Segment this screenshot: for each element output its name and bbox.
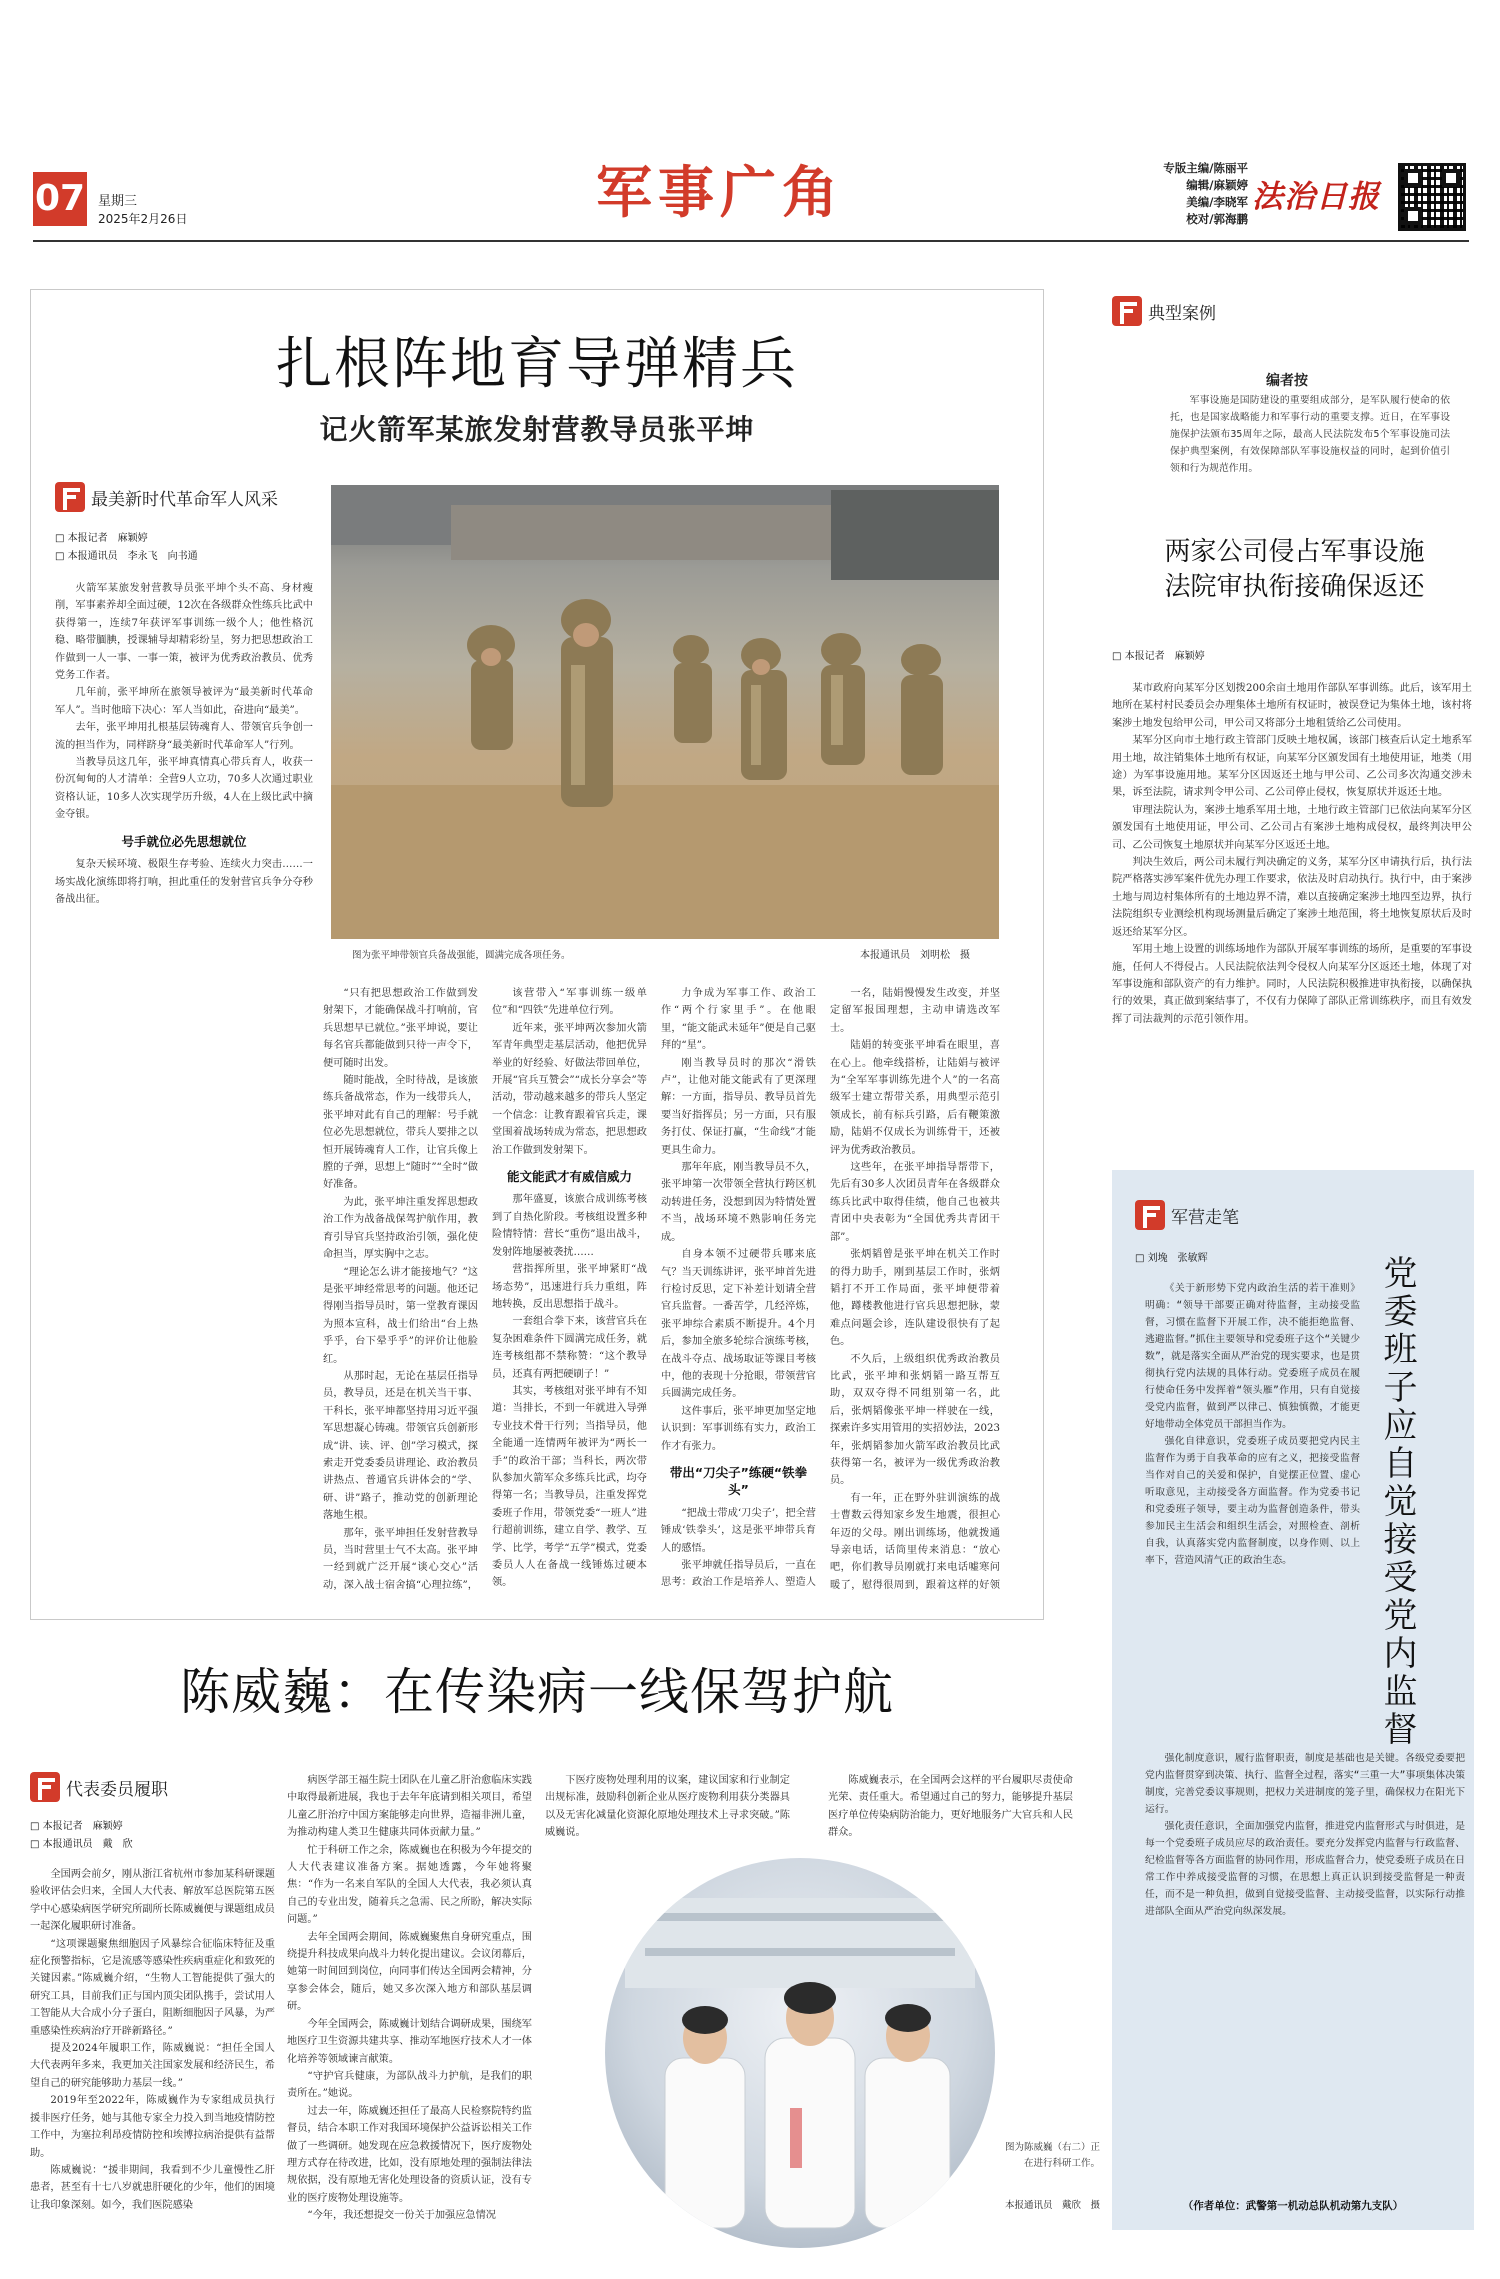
editor-note-title: 编者按 [1266, 373, 1308, 389]
paragraph: 下医疗废物处理利用的议案，建议国家和行业制定出规标准，鼓励科创新企业从医疗废物利用获分类器具以及无害化减量化资源化原地处理技术上寻求突破。”陈威巍说。 [545, 1775, 790, 1839]
lead-column-5 [661, 985, 816, 1590]
lead-column-4 [492, 985, 647, 1590]
paragraph: 陈威巍表示，在全国两会这样的平台履职尽责使命光荣、责任重大。希望通过自己的努力，能够提升基层医疗单位传染病防治能力，更好地服务广大官兵和人民群众。 [828, 1775, 1073, 1839]
essay-author-unit: （作者单位：武警第一机动总队机动第九支队） [1182, 2200, 1404, 2212]
subheading: 能文能武才有威信威力 [506, 1169, 632, 1185]
paragraph: 全国两会前夕，刚从浙江省杭州市参加某科研课题验收评估会归来，全国人大代表、解放军总医院第五医学中心感染病医学研究所副所长陈威巍便与课题组成员一起深化履职研讨准备。 [30, 1869, 275, 1933]
header-rule [33, 240, 1469, 242]
case-body [1112, 680, 1472, 1230]
case-headline-1: 两家公司侵占军事设施 [1164, 537, 1425, 567]
paragraph: 几年前，张平坤所在旅领导被评为“最美新时代革命军人”。当时他暗下决心：军人当如此，奋进向“最美”。 [55, 687, 313, 716]
editor-note: 军事设施是国防建设的重要组成部分，是军队履行使命的依托，也是国家战略能力和军事行动的重要支撑。近日，在军事设施保护法颁布35周年之际，最高人民法院发布5个军事设施司法保护典型案例，有效保障部队军事设施权益的同时，起到价值引领和行为规范作用。 [1170, 395, 1450, 474]
paragraph: 陆娟的转变张平坤看在眼里，喜在心上。他牵线搭桥，让陆娟与被评为“全军军事训练先进个人”的一名高级军士建立帮带关系，用典型示范引领成长，前有标兵引路，后有鞭策激励，陆娟不仅成长为训练骨干，还被评为优秀政治教员。 [830, 1040, 1000, 1156]
lead-photo-credit: 本报通讯员 刘明松 摄 [860, 950, 970, 961]
lead-byline [55, 530, 198, 566]
editor-list [1138, 160, 1248, 228]
case-byline: □ 本报记者 麻颖婷 [1112, 651, 1205, 662]
newspaper-logo: 法治日报 [1252, 179, 1380, 215]
paragraph: 随时能战，全时待战，是该旅练兵备战常态，作为一线带兵人，张平坤对此有自己的理解：号手就位必先思想就位，带兵人要排之以恒开展铸魂育人工作，让官兵像上膛的子弹，思想上“随时”“全时”做好准备。 [323, 1075, 478, 1191]
section-title: 军事广角 [596, 161, 844, 226]
lab-researchers-image [605, 1858, 995, 2248]
paragraph: 过去一年，陈威巍还担任了最高人民检察院特约监督员，结合本职工作对我国环境保护公益诉讼相关工作做了一些调研。她发现在应急救援情况下，医疗废物处理方式存在待改进，比如，没有原地处理的强制法律法规依据，没有原地无害化处理设备的资质认证，没有专业的医疗废物处理设施等。 [287, 2105, 532, 2204]
case-headline-2: 法院审执衔接确保返还 [1164, 572, 1425, 602]
lead-photo [331, 485, 999, 939]
column-tag-label: 代表委员履职 [66, 1779, 168, 1800]
byline-reporter: □ 本报记者 麻颖婷 [55, 533, 148, 544]
paragraph: 火箭军某旅发射营教导员张平坤个头不高、身材瘦削，军事素养却全面过硬，12次在各级群众性练兵比武中获得第一，连续7年获评军事训练一级个人；他性格沉稳、略带腼腆，授课辅导却精彩纷呈，努力把思想政治工作做到一人一事、一事一策，被评为优秀政治教员、优秀党务工作者。 [55, 583, 313, 682]
paragraph: 病医学部王福生院士团队在儿童乙肝治愈临床实践中取得最新进展，我也于去年年底请到相关项目，希望儿童乙肝治疗中国方案能够走向世界，造福非洲儿童，为推动构建人类卫生健康共同体贡献力量。” [287, 1775, 532, 1839]
paragraph: 近年来，张平坤两次参加火箭军青年典型走基层活动，他把优异举业的好经验、好做法带回单位，开展“官兵互赞会”“成长分享会”等活动，带动越来越多的带兵人坚定一个信念：让教育跟着官兵走，课堂围着战场转成为常态，把思想政治工作做到发射架下。 [492, 1022, 647, 1156]
case-column-tag [1112, 296, 1216, 326]
column-tag-icon [30, 1772, 60, 1802]
lead-column-1 [55, 580, 313, 1590]
paragraph: 某市政府向某军分区划拨200余亩土地用作部队军事训练。此后，该军用土地所在某村村民委员会办理集体土地所有权证时，被误登记为集体土地，该村将案涉土地发包给甲公司，甲公司又将部分土地租赁给乙公司使用。 [1112, 683, 1472, 729]
paragraph: 去年全国两会期间，陈威巍聚焦自身研究重点，围绕提升科技成果向战斗力转化提出建议。会议闭幕后，她第一时间回到岗位，向同事们传达全国两会精神，分享参会体会，随后，她又多次深入地方和部队基层调研。 [287, 1931, 532, 2013]
second-byline [30, 1818, 133, 1854]
paragraph: 那年年底，刚当教导员不久，张平坤第一次带领全营执行跨区机动转进任务，没想到因为特情处置不当，战场环境不熟影响任务完成。 [661, 1162, 816, 1243]
paragraph: 陈威巍说：“援非期间，我看到不少儿童慢性乙肝患者，甚至有十七八岁就患肝硬化的少年，他们的困境让我印象深刻。如今，我们医院感染 [30, 2164, 275, 2211]
paragraph: 为此，张平坤注重发挥思想政治工作为战备战保驾护航作用，教育引导官兵坚持政治引领，强化使命担当，厚实胸中之志。 [323, 1196, 478, 1261]
paragraph: 强化制度意识，履行监督职责，制度是基础也是关键。各级党委要把党内监督贯穿到决策、执行、监督全过程，落实“三重一大”事项集体决策制度，完善党委议事规则，把权力关进制度的笼子里，确保权力在阳光下运行。 [1145, 1753, 1465, 1815]
paragraph: 力争成为军事工作、政治工作“两个行家里手”。在他眼里，“能文能武未延年”便是自己驱拜的“星”。 [661, 988, 816, 1052]
paragraph: 去年，张平坤用扎根基层铸魂育人、带领官兵争创一流的担当作为，同样跻身“最美新时代革命军人”行列。 [55, 722, 313, 751]
issue-date: 2025年2月26日 [98, 212, 188, 226]
paragraph: “理论怎么讲才能接地气？”这是张平坤经常思考的问题。他还记得刚当指导员时，第一堂教育课因为照本宣科，战士们给出“台上热乎乎，台下晕乎乎”的评价让他脸红。 [323, 1266, 478, 1365]
second-headline: 陈威巍：在传染病一线保驾护航 [180, 1663, 894, 1721]
byline-correspondent: □ 本报通讯员 李永飞 向书通 [55, 551, 198, 562]
paragraph: 当教导员这几年，张平坤真情真心带兵育人，收获一份沉甸甸的人才清单：全营9人立功，70多人次通过职业资格认证，10多人次实现学历升级，4人在上级比武中摘金夺银。 [55, 757, 313, 821]
paragraph: 《关于新形势下党内政治生活的若干准则》明确：“领导干部要正确对待监督，主动接受监督，习惯在监督下开展工作，决不能拒绝监督、逃避监督。”抓住主要领导和党委班子这个“关键少数”，就是落实全面从严治党的现实要求，也是贯彻执行党内法规的具体行动。党委班子成员在履行使命任务中发挥着“领头雁”作用，只有自觉接受党内监督，做到严以律己、慎独慎微，才能更好地带动全体党员干部担当作为。 [1145, 1283, 1360, 1430]
paragraph: 某军分区向市土地行政主管部门反映土地权属，该部门核查后认定土地系军用土地，故注销集体土地所有权证，向某军分区颁发国有土地使用证，地类（用途）为军事设施用地。某军分区因返还土地与甲公司、乙公司多次沟通交涉未果，诉至法院，请求判令甲公司、乙公司停止侵权，恢复原状并返还土地。 [1112, 735, 1472, 799]
lead-column-6 [830, 985, 1000, 1590]
column-tag-label: 典型案例 [1148, 303, 1216, 324]
paragraph: 张平坤就任指导员后，一直在思考：政治工作是培养人、塑造人 [661, 1560, 816, 1589]
paragraph: 刚当教导员时的那次“滑铁卢”，让他对能文能武有了更深理解：一方面，指导员、教导员首先要当好指挥员；另一方面，只有服务打仗、保证打赢，“生命线”才能更具生命力。 [661, 1057, 816, 1156]
second-photo-credit: 本报通讯员 戴欣 摄 [1004, 2200, 1100, 2211]
paragraph: 强化自律意识，党委班子成员要把党内民主监督作为勇于自我革命的应有之义，把接受监督当作对自己的关爱和保护，自觉摆正位置、虚心听取意见，主动接受各方面监督。作为党委书记和党委班子领导，要主动为监督创造条件，带头参加民主生活会和组织生活会，对照检查、剖析自我，认真落实党内监督制度，以身作则、以上率下，营造风清气正的政治生态。 [1145, 1436, 1360, 1566]
lead-photo-caption: 图为张平坤带领官兵备战强能，圆满完成各项任务。 [352, 950, 571, 961]
paragraph: 从那时起，无论在基层任指导员，教导员，还是在机关当干事、干科长，张平坤都坚持用习近平强军思想凝心铸魂。带领官兵创新形成“讲、读、评、创”学习模式，探索走开党委委员讲理论、政治教员讲热点、普通官兵讲体会的“学、研、讲”路子，推动党的创新理论落地生根。 [323, 1370, 478, 1522]
editor-line: 美编/李晓军 [1186, 195, 1248, 209]
paragraph: 自身本领不过硬带兵哪来底气？当天训练讲评，张平坤首先进行检讨反思，定下补差计划请全营官兵监督。一番苦学，几经淬炼，张平坤综合素质不断提升。4个月后，参加全旅多轮综合演练考核，在战斗夺点、战场取证等课目考核中，他的表现十分抢眼，带领营官兵圆满完成任务。 [661, 1249, 816, 1400]
column-tag-label: 最美新时代革命军人风采 [91, 489, 278, 510]
paragraph: “只有把思想政治工作做到发射架下，才能确保战斗打响前，官兵思想早已就位。”张平坤说，要让每名官兵都能做到只待一声令下，便可随时出发。 [323, 988, 478, 1069]
essay-body-lower [1145, 1750, 1465, 2190]
paragraph: 营指挥所里，张平坤紧盯“战场态势”，迅速进行兵力重组，阵地转换，反出思想指于战斗。 [492, 1264, 647, 1310]
soldiers-running-image [331, 485, 999, 939]
essay-byline: □ 刘堍 张敏辉 [1135, 1253, 1208, 1264]
paragraph: 今年全国两会，陈威巍计划结合调研成果，围绕军地医疗卫生资源共建共享、推动军地医疗技术人才一体化培养等领域谏言献策。 [287, 2018, 532, 2065]
paragraph: 这些年，在张平坤指导帮带下，先后有30多人次团员青年在各级群众练兵比武中取得佳绩，他自己也被共青团中央表彰为“全国优秀共青团干部”。 [830, 1162, 1000, 1243]
paragraph: 这件事后，张平坤更加坚定地认识到：军事训练有实力，政治工作才有张力。 [661, 1405, 816, 1452]
column-tag-label: 军营走笔 [1171, 1207, 1239, 1228]
paragraph: 那年，张平坤担任发射营教导员，当时营里士气不太高。张平坤一经到就广泛开展“谈心交心”活动，深入战士宿舍搞“心理拉练”， [323, 1527, 478, 1590]
paragraph: “守护官兵健康，为部队战斗力护航，是我们的职责所在。”她说。 [287, 2070, 532, 2100]
paragraph: “这项课题聚焦细胞因子风暴综合征临床特征及重症化预警指标，它是流感等感染性疾病重症化和致死的关键因素。”陈威巍介绍，“生物人工智能提供了强大的研究工具，目前我们正与国内顶尖团队携手，尝试用人工智能从大合成小分子蛋白，阻断细胞因子风暴，为严重感染性疾病治疗开辟新路径。” [30, 1938, 275, 2037]
byline-reporter: □ 本报记者 麻颖婷 [30, 1821, 123, 1832]
paragraph: 一套组合拳下来，该营官兵在复杂困难条件下圆满完成任务，就连考核组都不禁称赞：“这个教导员，还真有两把硬刷子！” [492, 1316, 647, 1380]
paragraph: 有一年，正在野外驻训演练的战士曹数云得知家乡发生地震，很担心年迈的父母。刚出训练场，他就拨通导亲电话，话筒里传来消息：“放心吧，你们教导员刚就打来电话嘘寒问暖了，慰得很周到，跟着这样的好领 [830, 1492, 1000, 1590]
paragraph: 审理法院认为，案涉土地系军用土地，土地行政主管部门已依法向某军分区颁发国有土地使用证，甲公司、乙公司占有案涉土地构成侵权，最终判决甲公司、乙公司恢复土地原状并向某军分区返还土地。 [1112, 804, 1472, 851]
paragraph: 张炳韬曾是张平坤在机关工作时的得力助手，刚到基层工作时，张炳韬打不开工作局面，张平坤便带着他，蹲楼教他进行官兵思想把脉，蒙难点问题会诊，连队建设很快有了起色。 [830, 1249, 1000, 1348]
essay-headline: 党委班子应自觉接受党内监督 [1377, 1255, 1417, 1749]
paragraph: 2019年至2022年，陈威巍作为专家组成员执行援非医疗任务，她与其他专家全力投入到当地疫情防控工作中，为塞拉利昂疫情防控和埃博拉病治提供有益帮助。 [30, 2095, 275, 2159]
paragraph: 不久后，上级组织优秀政治教员比武，张平坤和张炳韬一路互帮互助，双双夺得不同组别第一名，此后，张炳韬像张平坤一样驶在一线，探索许多实用管用的实招妙法，2023年，张炳韬参加火箭军政治教员比武获得第一名，被评为一级优秀政治教员。 [830, 1353, 1000, 1487]
editor-line: 专版主编/陈丽平 [1163, 161, 1248, 175]
paragraph: 忙于科研工作之余，陈威巍也在积极为今年提交的人大代表建议准备方案。据她透露，今年她将聚焦：“作为一名来自军队的全国人大代表，我必须认真自己的专业出发，随着兵之急需、民之所盼，解决实际问题。” [287, 1844, 532, 1926]
essay-column-tag [1135, 1200, 1239, 1230]
paragraph: “把战士带成‘刀尖子’，把全营锤成‘铁拳头’，这是张平坤带兵育人的感悟。 [661, 1507, 816, 1554]
paragraph: 强化责任意识，全面加强党内监督，推进党内监督形式与时俱进，是每一个党委班子成员应尽的政治责任。要充分发挥党内监督与行政监督、纪检监督等各方面监督的协同作用，形成监督合力，使党委班子成员在日常工作中养成接受监督的习惯，在思想上真正认识到接受监督是一种责任，而不是一种负担，做到自觉接受监督、主动接受监督，以实际行动推进部队全面从严治党向纵深发展。 [1145, 1821, 1465, 1917]
lead-column-3 [323, 985, 478, 1590]
subheading: 带出“刀尖子”练硬“铁拳头” [669, 1464, 808, 1498]
weekday: 星期三 [98, 194, 138, 209]
column-tag-icon [55, 482, 85, 512]
column-tag-icon [1112, 296, 1142, 326]
second-column-4 [828, 1772, 1073, 1862]
second-photo-caption: 图为陈威巍（右二）正在进行科研工作。 [1004, 2142, 1100, 2169]
page-number: 07 [34, 178, 86, 219]
editor-line: 编辑/麻颖婷 [1186, 178, 1248, 192]
lead-headline: 扎根阵地育导弹精兵 [276, 332, 798, 397]
lead-column-tag [55, 482, 278, 512]
paragraph: 提及2024年履职工作，陈威巍说：“担任全国人大代表两年多来，我更加关注国家发展和经济民生，希望自己的研究能够助力基层一线。” [30, 2043, 275, 2089]
column-tag-icon [1135, 1200, 1165, 1230]
paragraph: 其实，考核组对张平坤有不知道：当排长，不到一年就进入导弹专业技术骨干行列；当指导员，他全能通一连情两年被评为“两长一手”的政治干部；当科长，两次带队参加火箭军众多练兵比武，均夺得第一名；当教导员，注重发挥党委班子作用，带领党委“一班人”进行超前训练，建立自学、教学、互学、比学，考学“五学”模式，党委委员人人在备战一线锤炼过硬本领。 [492, 1385, 647, 1589]
subheading: 号手就位必先思想就位 [121, 833, 247, 849]
lead-subtitle: 记火箭军某旅发射营教导员张平坤 [319, 413, 755, 446]
second-column-1 [30, 1866, 275, 2276]
byline-correspondent: □ 本报通讯员 戴 欣 [30, 1839, 133, 1850]
essay-body-upper [1145, 1280, 1360, 1740]
paragraph: 一名，陆娟慢慢发生改变，并坚定留军报国理想，主动申请选改军士。 [830, 988, 1000, 1034]
editor-line: 校对/郭海鹏 [1186, 212, 1248, 226]
paragraph: 军用土地上设置的训练场地作为部队开展军事训练的场所，是重要的军事设施，任何人不得侵占。人民法院依法判令侵权人向某军分区返还土地，体现了对军事设施和部队资产的有力维护。同时，人民法院积极推进审执衔接，以确保执行的效果，真正做到案结事了，不仅有力保障了部队正常训练秩序，而且有效发挥了司法裁判的示范引领作用。 [1112, 944, 1472, 1025]
paragraph: “今年，我还想提交一份关于加强应急情况 [307, 2210, 496, 2222]
paragraph: 复杂天候环境、极限生存考验、连续火力突击……一场实战化演练即将打响，担此重任的发射营官兵争分夺秒备战出征。 [55, 859, 313, 905]
second-column-2 [287, 1772, 532, 2272]
second-photo [605, 1858, 995, 2248]
paragraph: 该营带入“军事训练一级单位”和“四铁”先进单位行列。 [492, 988, 647, 1017]
paragraph: 那年盛夏，该旅合成训练考核到了自热化阶段。考核组设置多种险情特情：营长“重伤”退出战斗，发射阵地屡被袭扰…… [492, 1194, 647, 1258]
second-column-3 [545, 1772, 790, 1862]
second-column-tag [30, 1772, 168, 1802]
qr-code[interactable] [1398, 163, 1466, 231]
paragraph: 判决生效后，两公司未履行判决确定的义务，某军分区申请执行后，执行法院严格落实涉军案件优先办理工作要求，依法及时启动执行。执行中，由于案涉土地与周边村集体所有的土地边界不清，难以直接确定案涉土地四至边界，执行法院组织专业测绘机构现场测量后确定了案涉土地范围，将土地恢复原状后及时返还给某军分区。 [1112, 857, 1472, 938]
